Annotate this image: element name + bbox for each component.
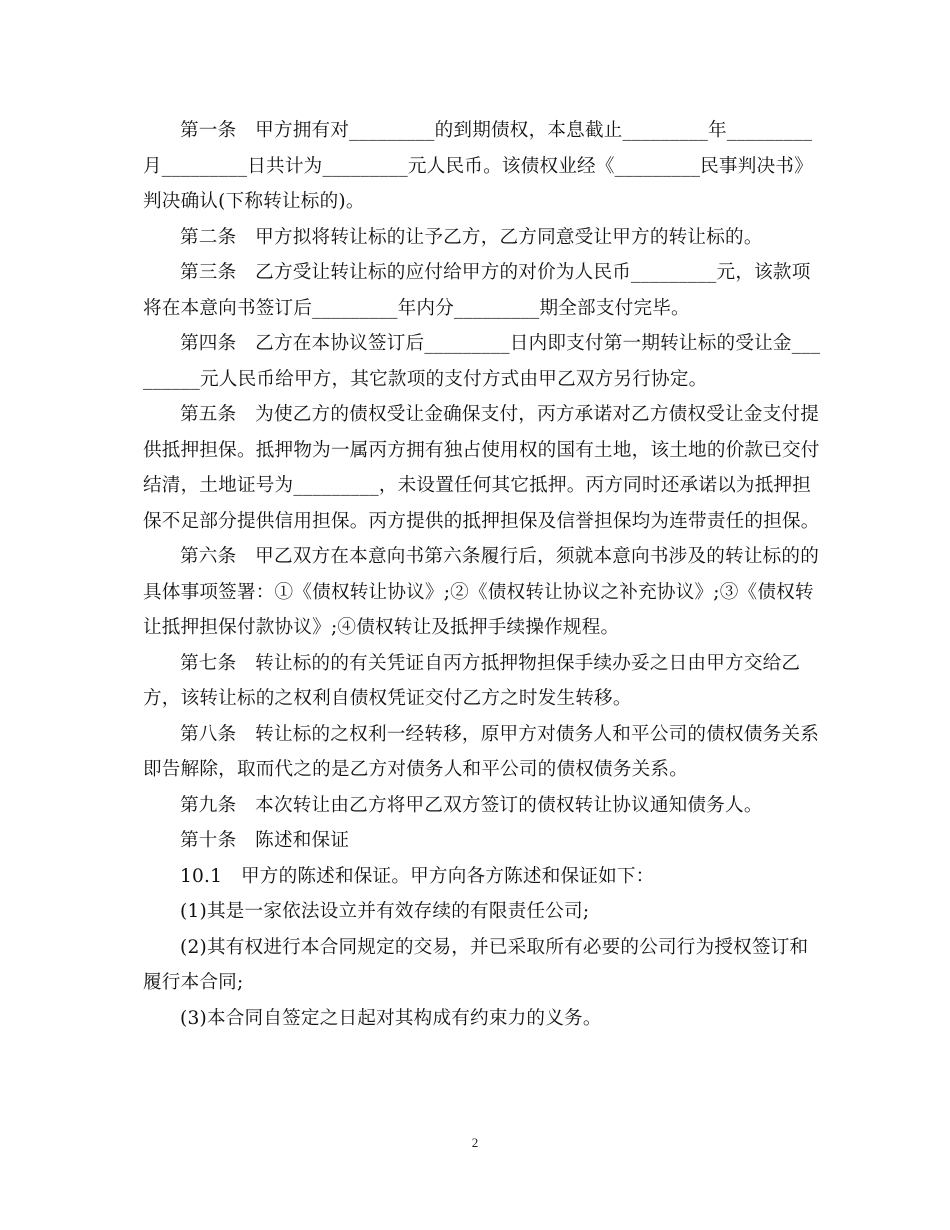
paragraph-clause-10-1: 10.1 甲方的陈述和保证。甲方向各方陈述和保证如下： (180, 865, 655, 887)
paragraph-article-5: 第五条 为使乙方的债权受让金确保支付，丙方承诺对乙方债权受让金支付提供抵押担保。抵押物为一属丙方拥有独占使用权的国有土地，该土地的价款已交付结清，土地证号为_________，未设置任何其它抵押。丙方同时还承诺以为抵押担保不足部分提供信用担保。丙方提供的抵押担保及信誉担保均为连带责任的担保。 (143, 404, 820, 532)
paragraph-item-1: (1)其是一家依法设立并有效存续的有限责任公司; (180, 901, 590, 922)
page-number: 2 (471, 1135, 479, 1150)
paragraph-article-2: 第二条 甲方拟将转让标的让予乙方，乙方同意受让甲方的转让标的。 (180, 226, 763, 248)
paragraph-item-2: (2)其有权进行本合同规定的交易，并已采取所有必要的公司行为授权签订和履行本合同; (143, 936, 809, 993)
document-body (143, 113, 823, 1036)
paragraph-article-9: 第九条 本次转让由乙方将甲乙双方签订的债权转让协议通知债务人。 (180, 794, 763, 816)
paragraph-article-6: 第六条 甲乙双方在本意向书第六条履行后，须就本意向书涉及的转让标的的具体事项签署：①《债权转让协议》;②《债权转让协议之补充协议》;③《债权转让抵押担保付款协议》;④债权转让及抵押手续操作规程。 (143, 546, 819, 638)
paragraph-article-4: 第四条 乙方在本协议签订后_________日内即支付第一期转让标的受让金_________元人民币给甲方，其它款项的支付方式由甲乙双方另行协定。 (143, 333, 821, 390)
paragraph-article-7: 第七条 转让标的的有关凭证自丙方抵押物担保手续办妥之日由甲方交给乙方，该转让标的之权利自债权凭证交付乙方之时发生转移。 (143, 652, 801, 709)
paragraph-article-10-heading: 第十条 陈述和保证 (180, 830, 350, 851)
paragraph-article-3: 第三条 乙方受让转让标的应付给甲方的对价为人民币_________元，该款项将在本意向书签订后_________年内分_________期全部支付完毕。 (143, 262, 811, 319)
paragraph-article-8: 第八条 转让标的之权利一经转移，原甲方对债务人和平公司的债权债务关系即告解除，取而代之的是乙方对债务人和平公司的债权债务关系。 (143, 723, 819, 780)
paragraph-article-1: 第一条 甲方拥有对_________的到期债权，本息截止_________年_________月_________日共计为_________元人民币。该债权业经《_________民事判决书》判决确认(下称转让标的)。 (143, 120, 813, 212)
paragraph-item-3: (3)本合同自签定之日起对其构成有约束力的义务。 (180, 1007, 602, 1029)
